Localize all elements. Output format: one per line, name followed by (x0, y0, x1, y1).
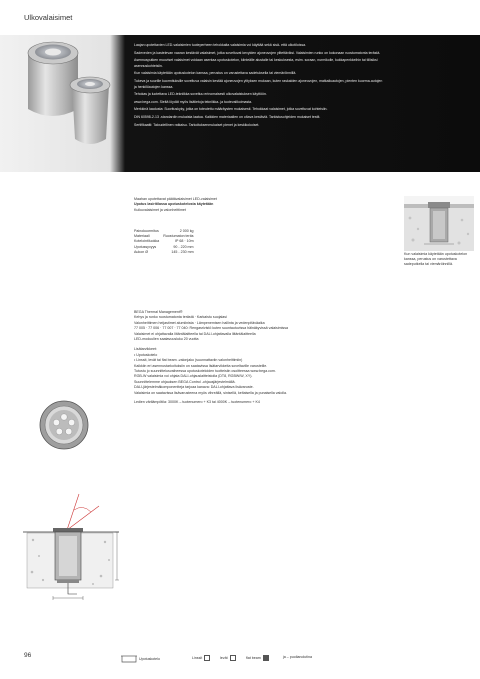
page-number: 96 (24, 652, 32, 659)
page-title: Ulkovalaisimet (24, 13, 73, 22)
option-line: DALI-järjestelmäkomponentteja tarjoaa kanava: DALI-ohjattava lisävaruste. (134, 385, 254, 390)
spec-label: Aukon Ø (134, 249, 148, 254)
hero-paragraph: DIN 60598-2-13 -standardin mukaista laatua. Kaikkien materiaalien on oltava kestäviä. Tarkistusohjeiden mukaiset testit. (134, 114, 321, 119)
description-line: Valonheittimen heijastimet alumiinista · Lämpenemisen hallinta ja vedenpitäväaika (134, 320, 265, 325)
option-line: Suunnittelemme ohjauksen BEGA Control -ohjausjärjestelmällä. (134, 379, 236, 384)
description-line: 77 005 · 77 006 · 77 007 · 77 040: Rengasrivistö kuten suuntautuvissa hälnäkyvissä valaisimissa (134, 326, 289, 331)
option-line: Valaisimia on saatavissa lisävarusteena myös vihreällä, sinisellä, keltaisella ja punaisella valolla. (134, 390, 287, 395)
product-intro (134, 197, 364, 213)
hero-paragraph: Tehokas ja luotettava LED-tekniikka soveltuu erinomaisesti ulkovalaistuksen käyttöön. (134, 92, 267, 97)
legend-label: Upotuskotelo (139, 657, 160, 661)
hero-paragraph: www.bega.com. Sieltä löydät myös lisätietoja tekniikka- ja tuotevalikoimasta. (134, 99, 253, 104)
hero-paragraph: Sertifikaatti: Taloudellinen ratkaisu. Tarkoituksenmukaiset pienet ja keskikokoiset. (134, 122, 260, 127)
spec-value: Ruostumaton teräs (163, 234, 194, 239)
spec-value: IP 68 · 10m (175, 239, 194, 244)
hero-banner (0, 35, 480, 172)
option-line: RGB-W valaisimia voi ohjata DALI-ohjauslaitteistolla (DT8, RGBW/W, XY). (134, 374, 253, 379)
legend-label: Linssit (192, 656, 203, 660)
hero-paragraph: Kun valaisimia käytetään upotuskotelon kanssa, perustus on varustettava sadetuksella tai viemäröinnillä. (134, 71, 297, 76)
spec-label: Upotussyvyys (134, 244, 157, 249)
hero-description (134, 43, 384, 130)
option-line: Kaikkiin eri asennustarkoituksiin on saatavissa lisätarvikkeita soveltaville varusteille. (134, 363, 268, 368)
fixture-top-view (39, 400, 89, 450)
legend-item (246, 655, 269, 661)
flat-beam-box-icon (263, 655, 269, 661)
description-line: Valaisimet ei ohjattavalla liitäntälaitteella tai DALI-ohjattavalla liitäntälaitteella (134, 331, 256, 336)
legend-label: flat beam (246, 656, 261, 660)
colour-temperature: Ledien värilämpötila: 3000K – tuotenumero + K3 tai 4000K – tuotenumero + K4 (134, 400, 260, 405)
legend-label: ja – puolianolutina (283, 655, 312, 659)
hero-paragraph: Tukeva ja suurille kuormituksille soveltuva valaisin kestää ajoneuvojen ylityksen mukaan, kuten raskaiden ajoneuvojen, matkailuautojen, pienten kuorma-autojen ja henkilöautojen kanssa. (134, 78, 383, 89)
recessed-housing-icon (121, 655, 137, 663)
spec-value: 90 - 220 mm (173, 244, 194, 249)
hero-paragraph: Asennusputken muoviset valaisimet voidaan asentaa upotuskotelon, kiinteälle alustalle tai keskuksesta, esim. soraan, nurmikolle, kukkapenkkeihin tai tiilisiksi asennuskohteisiin. (134, 58, 378, 68)
option-line: Tutustu jo suunnittelusvaiheessa upotuskoteloiden tuotteisiin osoitteessa www.bega.com. (134, 369, 276, 374)
legend-item (220, 655, 236, 661)
intro-line: Maahan upotettavat päätävalaisimet LED-valaisimet (134, 197, 217, 201)
spec-label: Painokuormitus (134, 229, 159, 233)
legend-item (192, 655, 210, 661)
lens-box-icon (204, 655, 210, 661)
installation-detail-diagram (404, 196, 474, 251)
spec-value: 2 000 kg (179, 229, 194, 233)
spec-table-wrapper (134, 229, 198, 255)
hero-paragraph: Laajan upotettavien LED-valaisimien tuoteperheen tehokkaita valaisimia voi käyttää sekä sisä- että ulkotiloissa. (134, 43, 306, 47)
hero-paragraph: Sadeveden ja kastelevan vaaran kestävät valaisimet, jotka soveltuvat kevyiden ajoneuvojen ylitettäviksi. Valaisimien runko on kokonaan ruostumatonta terästä. (134, 50, 381, 55)
spec-row (134, 250, 198, 255)
description-line: LED-moduulien saatavuusluku 20 vuotta (134, 337, 199, 342)
option-line: • Linssit, levät tai flat beam -valonjako (suunnattaviin valonheittimiin) (134, 358, 243, 363)
option-line: • Upotuskotelo (134, 352, 158, 357)
intro-line: Upotus lasiritilassa upotuskotelosta käytetään (134, 202, 214, 207)
hero-product-image (0, 35, 130, 172)
installation-caption: Kun valaisimia käytetään upotuskotelon kanssa, perustus on varustettava sadeputkella tai viemäröinnillä. (404, 252, 468, 267)
intro-line: Kuikuvalaisimet ja valonheittimet (134, 207, 186, 212)
wide-box-icon (230, 655, 236, 661)
options-heading: Lisätarvikkeet: (134, 347, 157, 352)
spec-label: Materiaali (134, 234, 150, 239)
legend-item (121, 655, 160, 663)
description-block (134, 310, 389, 406)
description-line: Kehys ja runko ruostumatonta terästä · Karkaistu suojalasi (134, 315, 227, 320)
spec-label: Kotelointiluokka (134, 239, 160, 244)
thermal-heading: BEGA Thermal Management® (134, 310, 183, 314)
legend-label: levät (220, 656, 228, 660)
legend-item (283, 655, 312, 659)
spec-table (134, 229, 198, 255)
hero-paragraph: Merkkinä laadusta: Suorituskyky, jotka on toteutettu määräysten mukaisesti. Tehokkaat valaisimet, jotka soveltuvat kohteisiin. (134, 107, 328, 112)
spec-value: 145 - 230 mm (171, 249, 194, 254)
fixture-section-drawing (19, 488, 124, 608)
